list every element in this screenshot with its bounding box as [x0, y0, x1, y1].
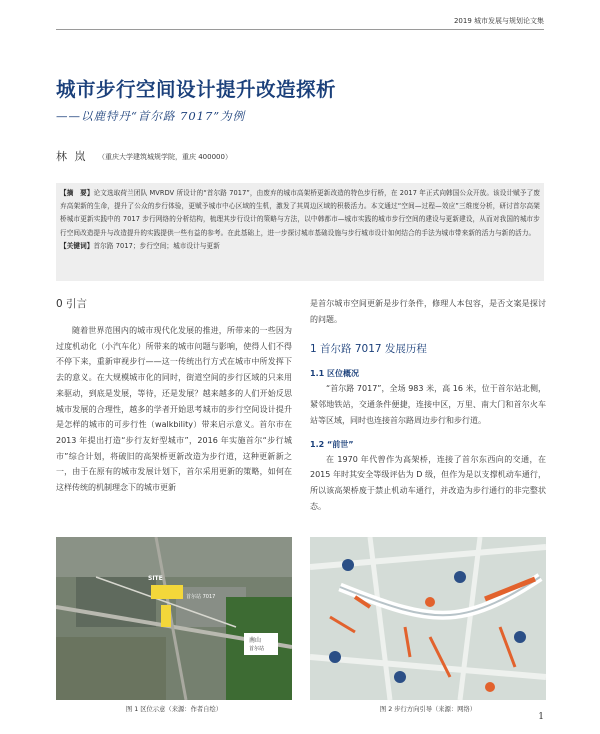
author-affiliation: （重庆大学建筑城规学院，重庆 400000） — [98, 153, 232, 161]
keywords-label: 【关键词】 — [60, 241, 94, 250]
keywords-text: 首尔路 7017；步行空间；城市设计与更新 — [93, 241, 220, 250]
author-name: 林 岚 — [56, 150, 88, 163]
right-column — [310, 296, 546, 514]
subsection-heading-location: 1.1 区位概况 — [310, 369, 359, 379]
route-map — [310, 537, 546, 700]
map-label-station: 首尔站 — [249, 646, 265, 652]
map-label-seoullo: 首尔站 7017 — [186, 594, 216, 600]
abstract-text: 论文选取荷兰团队 MVRDV 所设计的“首尔路 7017”，由废弃的城市高架桥更新改造的特色步行桥，在 2017 年正式向韩国公众开放。该设计赋予了废弃高架新的生命，提升了公众的步行体验，更赋予城市中心区域的生机，激发了其周边区域的积极活力。本文通过“空间—过程—效应”三维度分析，研讨首尔高架桥城市更新实践中的 7017 步行网络的分析结构，梳理其步行设计的策略与方法，以中韩都市—城市实践的城市步行空间的建设与更新建设，从而对我国的城市步行空间改造提升与改造提升的实践提供一些有益的参考。在此基础上，进一步探讨城市基础设施与步行城市设计如何结合的手法为城市带来新的活力与新的活力。 — [60, 189, 541, 237]
site-highlight — [151, 585, 183, 599]
section-heading-history: 1 首尔路 7017 发展历程 — [310, 343, 427, 356]
past-paragraph: 在 1970 年代曾作为高架桥，连接了首尔东西向的交通，在 2015 年时其安全等级评估为 D 级，但作为是以支撑机动车通行，所以该高架桥废于禁止机动车通行，并改造为步行通行的非完整状态。 — [310, 454, 546, 511]
figure1-caption: 图 1 区位示意（来源：作者自绘） — [125, 706, 223, 713]
abstract-box — [56, 183, 544, 281]
location-paragraph: “首尔路 7017”，全场 983 米，高 16 米，位于首尔站北侧，紧邻地铁站，交通条件便捷，连接中区，万里、南大门和首尔火车站等区域，同时也连接首尔路周边步行和步行道。 — [310, 384, 546, 425]
map-label-namsan: 南山 — [249, 637, 262, 644]
intro-paragraph: 随着世界范围内的城市现代化发展的推进，所带来的一些因为过度机动化（小汽车化）所带来的城市问题与影响，使得人们不得不停下来，重新审视步行——这一传统出行方式在城市中所发挥下去的意义。在大规模城市化的同时，街道空间的步行区域的只来用来驱动，到底是发展，等待，还是发展？越来越多的人们开始反思城市发展的合理性，越多的学者开始思考城市的步行空间设计提升是怎样的城市的可步行性（walkbility）带来启示意义。首尔市在 2013 年提出打造“步行友好型城市”，2016 年实施首尔“步行城市”综合计划，将破旧的高架桥更新改造为步行道，这种更新新之一，由于在原有的城市发展计划下，首尔采用更新的策略，如何在这样传统的机制理念下的城市更新 — [56, 326, 292, 493]
section-heading-intro: 0 引言 — [56, 298, 88, 310]
site-label: SITE — [148, 575, 163, 582]
article-title: 城市步行空间设计提升改造探析 — [56, 78, 337, 101]
continued-paragraph: 是首尔城市空间更新是步行条件，修理人本包容，是否文案是探讨的问题。 — [310, 299, 546, 324]
aerial-photo — [56, 537, 292, 700]
header-rule — [56, 29, 544, 30]
article-subtitle: ——以鹿特丹“首尔路 7017”为例 — [56, 109, 246, 123]
figure-location-map — [56, 537, 292, 700]
abstract-paragraph — [56, 183, 544, 253]
marker-icon — [342, 559, 354, 571]
left-column — [56, 296, 292, 555]
abstract-label: 【摘 要】 — [60, 189, 94, 197]
page-number: 1 — [538, 712, 544, 722]
subsection-heading-past: 1.2 “前世” — [310, 439, 354, 449]
figure2-caption: 图 2 步行方向引导（来源：网络） — [379, 706, 477, 713]
keywords-line — [60, 240, 540, 253]
figure-route-diagram — [310, 537, 546, 700]
running-header: 2019 城市发展与规划论文集 — [453, 17, 544, 25]
